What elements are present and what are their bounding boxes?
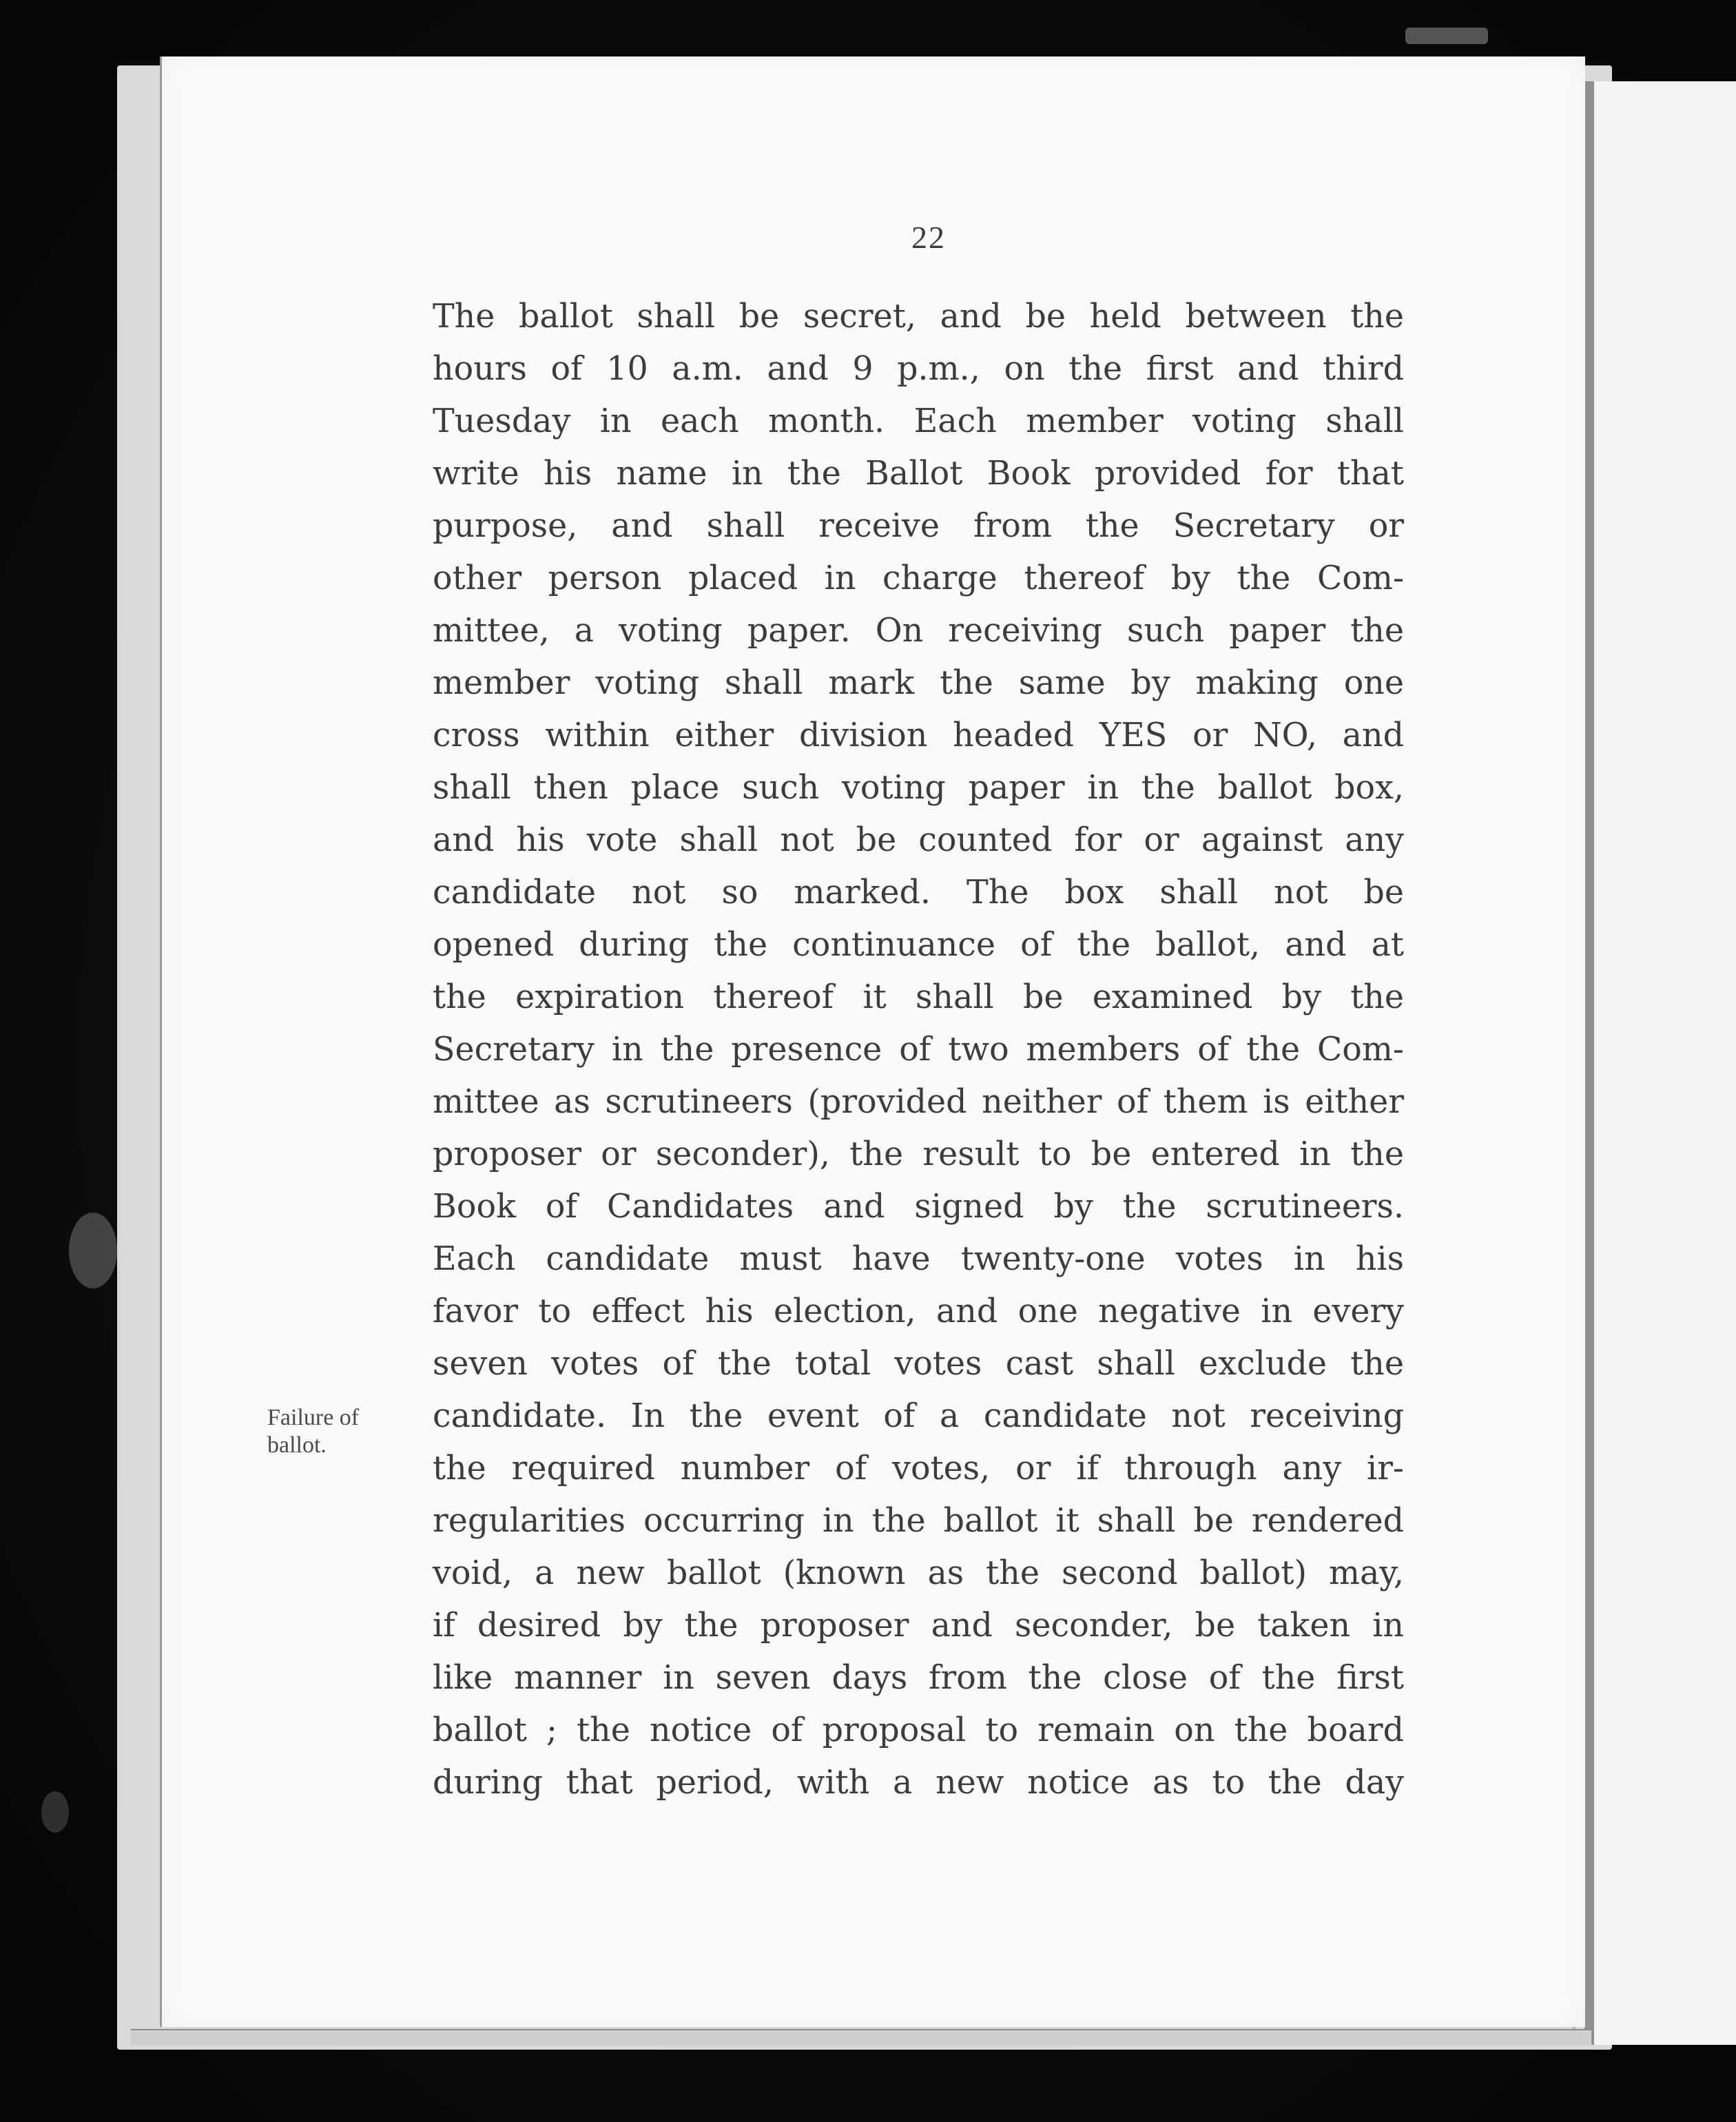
margin-note [267, 1404, 405, 1459]
text-line: and his vote shall not be counted for or against any [433, 821, 1404, 859]
text-line: write his name in the Ballot Book provided for that [433, 455, 1404, 493]
text-line: if desired by the proposer and seconder, be taken in [433, 1607, 1404, 1645]
text-line: favor to effect his election, and one negative in every [433, 1292, 1404, 1330]
text-line: during that period, with a new notice as to the day [433, 1764, 1404, 1802]
text-line: candidate not so marked. The box shall not be [433, 874, 1404, 911]
margin-note-line-2: ballot. [267, 1432, 327, 1458]
text-line: member voting shall mark the same by making one [433, 664, 1404, 702]
text-line: mittee, a voting paper. On receiving such paper the [433, 612, 1404, 650]
text-line: Secretary in the presence of two members of the Com- [433, 1031, 1404, 1069]
page-number: 22 [911, 220, 946, 255]
text-line: shall then place such voting paper in the ballot box, [433, 769, 1404, 807]
text-line: Each candidate must have twenty-one votes in his [433, 1240, 1404, 1278]
margin-note-line-1: Failure of [267, 1405, 360, 1430]
text-line: mittee as scrutineers (provided neither of them is either [433, 1083, 1404, 1121]
text-line: Book of Candidates and signed by the scrutineers. [433, 1188, 1404, 1226]
text-line: The ballot shall be secret, and be held between the [433, 298, 1404, 336]
text-line: ballot ; the notice of proposal to remain on the board [433, 1711, 1404, 1749]
scan-speck [1405, 28, 1488, 44]
facing-page-edge [1584, 81, 1736, 2045]
scan-speck [41, 1791, 69, 1833]
text-line: cross within either division headed YES or NO, and [433, 717, 1404, 754]
text-line: candidate. In the event of a candidate not receiving [433, 1397, 1404, 1435]
body-text [433, 291, 1404, 1809]
text-line: purpose, and shall receive from the Secretary or [433, 507, 1404, 545]
text-line: Tuesday in each month. Each member voting shall [433, 402, 1404, 440]
text-line: like manner in seven days from the close of the first [433, 1659, 1404, 1697]
text-line: other person placed in charge thereof by the Com- [433, 559, 1404, 597]
text-line: void, a new ballot (known as the second ballot) may, [433, 1554, 1404, 1592]
text-line: proposer or seconder), the result to be entered in the [433, 1135, 1404, 1173]
text-line: seven votes of the total votes cast shall exclude the [433, 1345, 1404, 1383]
page-bottom-edge [131, 2029, 1591, 2046]
scan-speck [69, 1213, 117, 1288]
text-line: hours of 10 a.m. and 9 p.m., on the first and third [433, 350, 1404, 388]
text-line: the expiration thereof it shall be examined by the [433, 978, 1404, 1016]
text-line: opened during the continuance of the ballot, and at [433, 926, 1404, 964]
text-line: the required number of votes, or if through any ir- [433, 1450, 1404, 1487]
text-line: regularities occurring in the ballot it shall be rendered [433, 1502, 1404, 1540]
